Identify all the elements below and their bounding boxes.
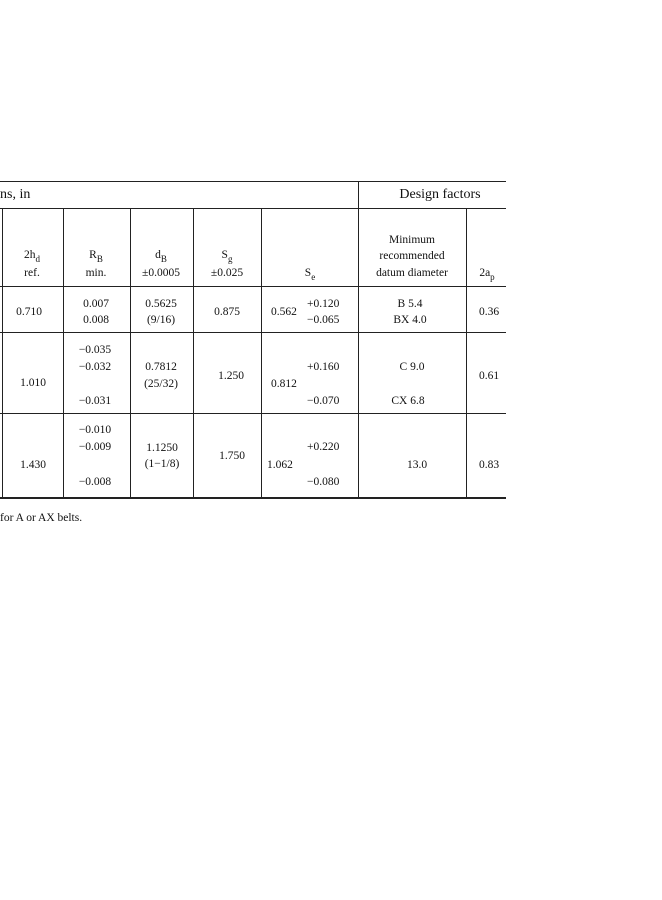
cell-rb: −0.032 [78,361,112,373]
cell-se-tolerance: −0.070 [307,395,340,407]
col-header-min-diameter: Minimum [388,234,436,246]
col-header-min-diameter: datum diameter [376,267,448,279]
column-separator [2,208,3,498]
cell-2hd: 0.710 [16,306,42,318]
cell-rb: 0.007 [83,298,109,310]
cell-2hd: 1.010 [20,377,46,389]
table-footnote: for A or AX belts. [0,512,83,524]
cell-sg: 1.750 [219,450,245,462]
cell-se-base: 0.812 [271,378,297,390]
cell-2hd: 1.430 [20,459,46,471]
cell-se-base: 0.562 [271,306,297,318]
cell-se-tolerance: +0.220 [307,441,340,453]
column-separator [261,208,262,498]
col-header-se: $S_e$ [304,267,316,282]
cell-db: 1.1250 [146,442,178,454]
cell-rb: −0.008 [78,476,112,488]
row-divider-1 [0,332,506,333]
column-separator [130,208,131,498]
row-divider-2 [0,413,506,414]
cell-min-diameter: B 5.4 [397,298,423,310]
cell-sg: 0.875 [214,306,240,318]
cell-sg: 1.250 [218,370,244,382]
column-separator [358,181,359,498]
cell-db: 0.5625 [145,298,177,310]
cell-2ap: 0.83 [478,459,500,471]
col-header-sg-note: ±0.025 [210,267,244,279]
cell-db: 0.7812 [145,361,177,373]
column-separator [193,208,194,498]
cell-2ap: 0.61 [478,370,500,382]
cell-rb: 0.008 [83,314,109,326]
group-header-design-factors: Design factors [399,187,481,202]
cell-db: (1−1/8) [144,458,180,470]
cell-2ap: 0.36 [478,306,500,318]
cell-rb: −0.009 [78,441,112,453]
column-header-rule [0,286,506,287]
cell-min-diameter: C 9.0 [399,361,425,373]
col-header-db: $d_B$ [155,249,167,264]
cell-se-tolerance: +0.160 [307,361,340,373]
col-header-min-diameter: recommended [379,250,445,262]
cell-db: (25/32) [144,378,178,390]
column-separator [466,208,467,498]
col-header-db-note: ±0.0005 [142,267,180,279]
cell-rb: −0.031 [78,395,112,407]
table-header-rule [0,208,506,209]
cell-rb: −0.010 [78,424,112,436]
column-separator [63,208,64,498]
col-header-2hd-note: ref. [24,267,40,279]
col-header-2hd: $2h_d$ [24,249,40,264]
cell-rb: −0.035 [78,344,112,356]
col-header-2ap: $2a_p$ [479,267,495,282]
cell-se-base: 1.062 [267,459,293,471]
cell-min-diameter: 13.0 [406,459,428,471]
cell-min-diameter: CX 6.8 [391,395,425,407]
table-top-rule [0,181,506,182]
cell-se-tolerance: +0.120 [307,298,340,310]
cell-db: (9/16) [146,314,176,326]
group-header-dimensions: ns, in [0,187,31,202]
col-header-rb-note: min. [85,267,107,279]
cell-se-tolerance: −0.065 [307,314,340,326]
col-header-rb: $R_B$ [89,249,103,264]
cell-se-tolerance: −0.080 [307,476,340,488]
col-header-sg: $S_g$ [221,249,233,264]
table-bottom-rule [0,497,506,499]
cell-min-diameter: BX 4.0 [393,314,427,326]
